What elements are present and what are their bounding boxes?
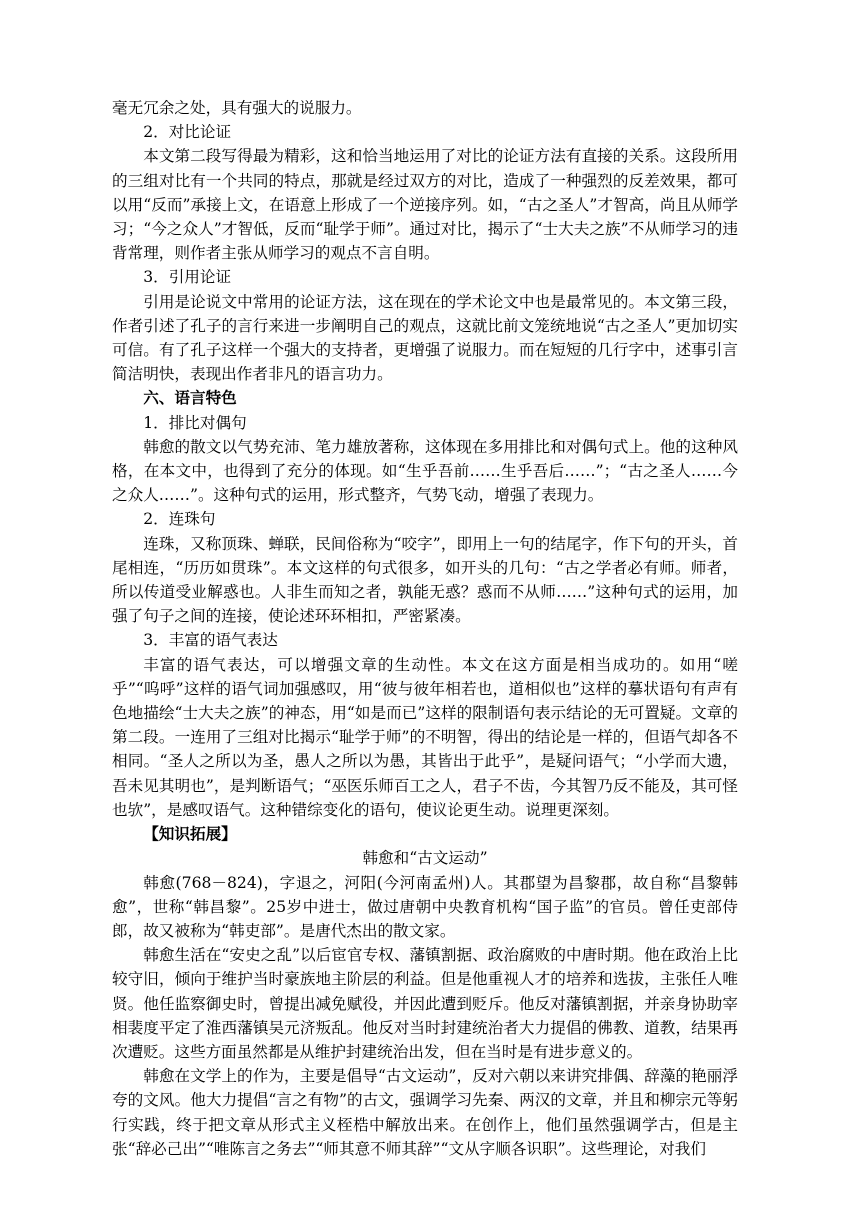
paragraph-intro-tail: 毫无冗余之处，具有强大的说服力。 <box>112 99 362 117</box>
paragraph-contrast-argument: 本文第二段写得最为精彩，这和恰当地运用了对比的论证方法有直接的关系。这段所用的三组对比有一个共同的特点，那就是经过双方的对比，造成了一种强烈的反差效果，都可以用“反而”承接上文，在语意上形成了一个逆接序列。如，“古之圣人”才智高，尚且从师学习；“今之众人”才智低，反而“耻学于师”。通过对比，揭示了“士大夫之族”不从师学习的违背常理，则作者主张从师学习的观点不言自明。 <box>112 147 738 263</box>
article-title: 韩愈和“古文运动” <box>362 849 488 868</box>
heading-parallelism: 1．排比对偶句 <box>143 413 247 432</box>
section-heading-language-features: 六、语言特色 <box>143 388 237 408</box>
paragraph-parallelism: 韩愈的散文以气势充沛、笔力雄放著称，这体现在多用排比和对偶句式上。他的这种风格，在本文中，也得到了充分的体现。如“生乎吾前……生乎吾后……”；“古之圣人……今之众人……”。这种句式的运用，形式整齐，气势飞动，增强了表现力。 <box>112 437 738 505</box>
heading-tone-expression: 3．丰富的语气表达 <box>143 631 278 650</box>
heading-citation-argument: 3．引用论证 <box>143 268 232 287</box>
paragraph-chain-sentences: 连珠，又称顶珠、蝉联，民间俗称为“咬字”，即用上一句的结尾字，作下句的开头，首尾相连，“历历如贯珠”。本文这样的句式很多，如开头的几句：“古之学者必有师。师者，所以传道受业解惑也。人非生而知之者，孰能无惑？惑而不从师……”这种句式的运用，加强了句子之间的连接，使论述环环相扣，严密紧凑。 <box>112 534 738 626</box>
paragraph-citation-argument: 引用是论说文中常用的论证方法，这在现在的学术论文中也是最常见的。本文第三段，作者引述了孔子的言行来进一步阐明自己的观点，这就比前文笼统地说“古之圣人”更加切实可信。有了孔子这样一个强大的支持者，更增强了说服力。而在短短的几行字中，述事引言简洁明快，表现出作者非凡的语言功力。 <box>112 292 738 384</box>
paragraph-literary-work: 韩愈在文学上的作为，主要是倡导“古文运动”，反对六朝以来讲究排偶、辞藻的艳丽浮夸的文风。他大力提倡“言之有物”的古文，强调学习先秦、两汉的文章，并且和柳宗元等躬行实践，终于把文章从形式主义桎梏中解放出来。在创作上，他们虽然强调学古，但是主张“辞必己出”“唯陈言之务去”“师其意不师其辞”“文从字顺各识职”。这些理论，对我们 <box>112 1067 738 1158</box>
heading-chain-sentences: 2．连珠句 <box>143 510 216 529</box>
paragraph-tone-expression: 丰富的语气表达，可以增强文章的生动性。本文在这方面是相当成功的。如用“嗟乎”“呜呼”这样的语气词加强感叹，用“彼与彼年相若也，道相似也”这样的摹状语句有声有色地描绘“士大夫之族”的神态，用“如是而已”这样的限制语句表示结论的无可置疑。文章的第二段。一连用了三组对比揭示“耻学于师”的不明智，得出的结论是一样的，但语气却各不相同。“圣人之所以为圣，愚人之所以为愚，其皆出于此乎”，是疑问语气；“小学而大遗，吾未见其明也”，是判断语气；“巫医乐师百工之人，君子不齿，今其智乃反不能及，其可怪也欤”，是感叹语气。这种错综变化的语句，使议论更生动。说理更深刻。 <box>112 655 738 819</box>
paragraph-political-life: 韩愈生活在“安史之乱”以后宦官专权、藩镇割据、政治腐败的中唐时期。他在政治上比较守旧，倾向于维护当时豪族地主阶层的利益。但是他重视人才的培养和选拔，主张任人唯贤。他任监察御史时，曾提出减免赋役，并因此遭到贬斥。他反对藩镇割据，并亲身协助宰相裴度平定了淮西藩镇吴元济叛乱。他反对当时封建统治者大力提倡的佛教、道教，结果再次遭贬。这些方面虽然都是从维护封建统治出发，但在当时是有进步意义的。 <box>112 946 738 1061</box>
section-heading-knowledge-extension: 【知识拓展】 <box>143 824 237 844</box>
heading-contrast-argument: 2．对比论证 <box>143 123 232 142</box>
document-page <box>112 96 738 1161</box>
paragraph-biography: 韩愈(768－824)，字退之，河阳(今河南孟州)人。其郡望为昌黎郡，故自称“昌黎韩愈”，世称“韩昌黎”。25岁中进士，做过唐朝中央教育机构“国子监”的官员。曾任吏部侍郎，故又被称为“韩吏部”。是唐代杰出的散文家。 <box>112 873 738 940</box>
